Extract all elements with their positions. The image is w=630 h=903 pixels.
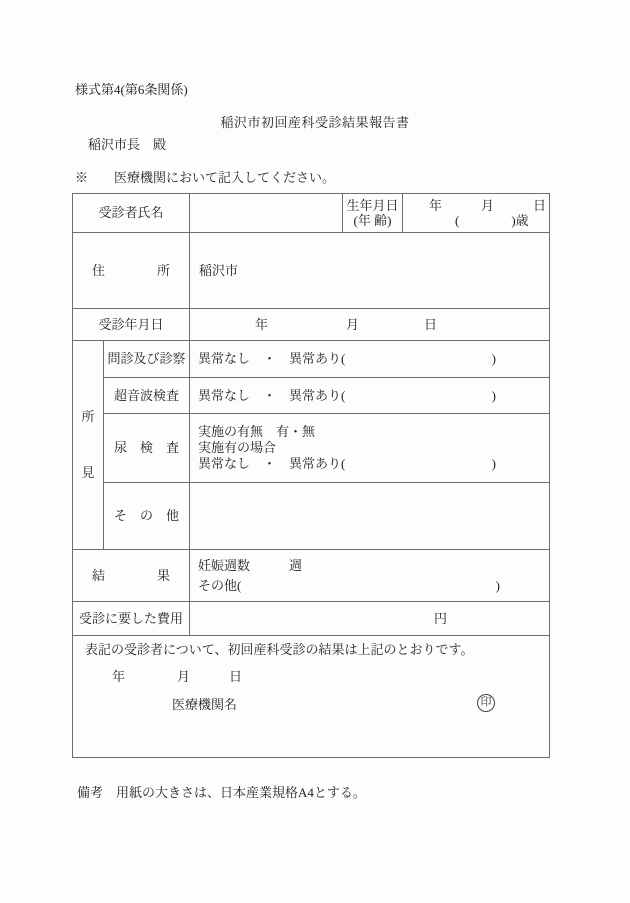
interview-exam-paren-close: ) [491,351,496,367]
interview-exam-options: 異常なし ・ 異常あり( [198,351,346,367]
findings-label-char2: 見 [81,465,95,480]
birth-date-field [403,194,549,233]
result-other-paren-close: ) [495,577,500,593]
urine-test-if-performed: 実施有の場合 [198,440,277,455]
cost-field: 円 [190,602,549,636]
urine-test-field [190,414,549,483]
urine-test-paren-close: ) [491,456,496,471]
other-findings-label: そ の 他 [104,483,190,550]
interview-exam-field [190,341,549,378]
birth-date-label [343,194,403,233]
remarks-note: 備考 用紙の大きさは、日本産業規格A4とする。 [77,785,366,800]
instruction-note: ※ 医療機関において記入してください。 [75,170,336,185]
addressee: 稲沢市長 殿 [88,137,167,152]
birth-date-age: ( )歳 [403,213,529,228]
cost-label: 受診に要した費用 [73,602,190,636]
ultrasound-paren-close: ) [491,387,496,403]
examinee-name-label: 受診者氏名 [73,194,190,233]
result-other: その他( [198,577,242,593]
page-title: 稲沢市初回産科受診結果報告書 [220,115,410,130]
result-field [190,550,549,602]
findings-label-char1: 所 [81,409,95,425]
form-number: 様式第4(第6条関係) [75,82,188,97]
result-gestational-weeks: 妊娠週数 週 [198,557,303,573]
address-field: 稲沢市 [190,233,549,309]
exam-date-field: 年 月 日 [190,309,549,341]
birth-date-label-line2: (年 齢) [353,213,392,228]
certification-statement: 表記の受診者について、初回産科受診の結果は上記のとおりです。 [85,642,474,657]
urine-test-performed: 実施の有無 有・無 [198,424,316,439]
report-table [72,193,550,758]
exam-date-label: 受診年月日 [73,309,190,341]
urine-test-label: 尿 検 査 [104,414,190,483]
ultrasound-field [190,378,549,414]
findings-section-label [73,341,104,550]
examinee-name-field [190,194,343,233]
result-label: 結 果 [73,550,190,602]
other-findings-field [190,483,549,550]
certification-date-line: 年 月 日 [73,669,243,684]
certification-block [73,636,549,757]
urine-test-options: 異常なし ・ 異常あり( [198,456,346,471]
institution-name-label: 医療機関名 [172,697,238,712]
interview-exam-label: 問診及び診察 [104,341,190,378]
birth-date-label-line1: 生年月日 [346,198,399,213]
address-label: 住 所 [73,233,190,309]
ultrasound-options: 異常なし ・ 異常あり( [198,387,346,403]
seal-mark-icon: 印 [477,694,495,712]
ultrasound-label: 超音波検査 [104,378,190,414]
birth-date-ymd: 年 月 日 [403,198,547,213]
